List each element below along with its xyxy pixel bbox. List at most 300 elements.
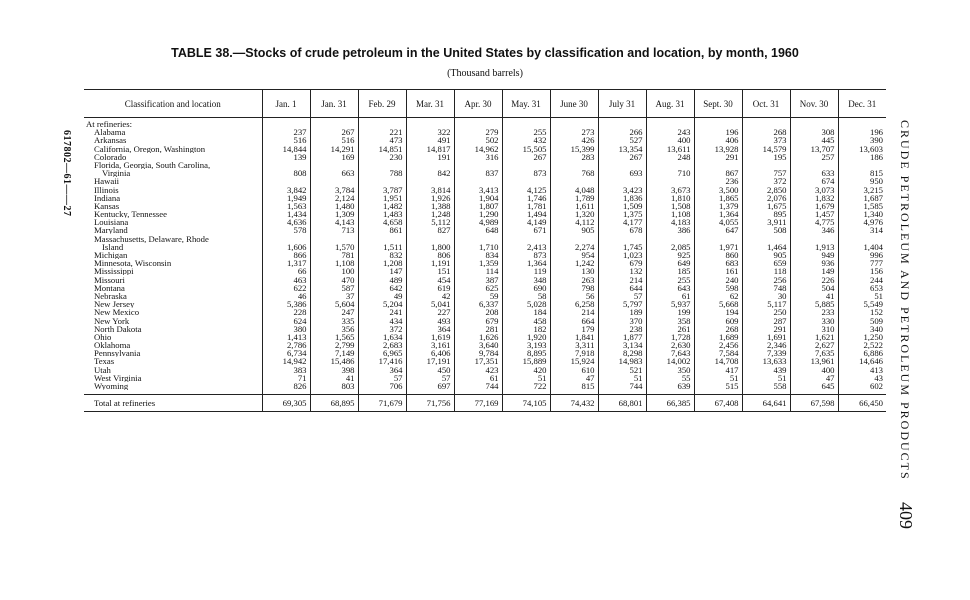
table-cell: 1,926 bbox=[406, 194, 454, 202]
row-label: Massachusetts, Delaware, Rhode bbox=[94, 234, 209, 243]
table-cell: 169 bbox=[310, 153, 358, 161]
table-cell: 1,570 bbox=[310, 243, 358, 251]
table-cell: 470 bbox=[310, 275, 358, 283]
table-cell bbox=[550, 234, 598, 242]
table-cell: 842 bbox=[406, 169, 454, 177]
table-cell: 1,800 bbox=[406, 243, 454, 251]
table-cell: 434 bbox=[358, 316, 406, 324]
table-cell: 1,208 bbox=[358, 259, 406, 267]
column-header-label: Classification and location bbox=[84, 90, 262, 118]
column-header-month: Mar. 31 bbox=[406, 90, 454, 118]
table-cell: 1,877 bbox=[598, 333, 646, 341]
table-cell bbox=[454, 234, 502, 242]
table-cell: 37 bbox=[310, 292, 358, 300]
table-cell: 14,962 bbox=[454, 144, 502, 152]
table-subtitle: (Thousand barrels) bbox=[447, 68, 523, 79]
table-cell: 744 bbox=[598, 382, 646, 390]
table-cell: 132 bbox=[598, 267, 646, 275]
table-cell bbox=[742, 161, 790, 169]
table-cell: 340 bbox=[838, 325, 886, 333]
table-cell bbox=[598, 177, 646, 185]
table-cell: 2,786 bbox=[262, 341, 310, 349]
table-cell: 380 bbox=[262, 325, 310, 333]
row-label: Montana bbox=[94, 283, 125, 292]
table-cell: 710 bbox=[646, 169, 694, 177]
row-label: Mississippi bbox=[94, 267, 134, 276]
table-cell: 316 bbox=[454, 153, 502, 161]
table-cell: 310 bbox=[790, 325, 838, 333]
table-row bbox=[84, 275, 886, 283]
table-row bbox=[84, 169, 886, 177]
table-cell: 2,124 bbox=[310, 194, 358, 202]
table-cell: 214 bbox=[598, 275, 646, 283]
table-cell: 59 bbox=[454, 292, 502, 300]
table-cell: 949 bbox=[790, 251, 838, 259]
table-cell: 3,413 bbox=[454, 185, 502, 193]
table-cell: 400 bbox=[790, 365, 838, 373]
table-cell: 1,807 bbox=[454, 202, 502, 210]
table-cell: 7,584 bbox=[694, 349, 742, 357]
table-cell: 348 bbox=[502, 275, 550, 283]
table-cell: 4,989 bbox=[454, 218, 502, 226]
total-cell: 69,305 bbox=[262, 395, 310, 412]
table-cell: 1,710 bbox=[454, 243, 502, 251]
table-cell: 184 bbox=[502, 308, 550, 316]
table-cell: 241 bbox=[358, 308, 406, 316]
table-cell: 1,388 bbox=[406, 202, 454, 210]
table-cell: 1,108 bbox=[310, 259, 358, 267]
table-cell: 255 bbox=[646, 275, 694, 283]
table-cell: 895 bbox=[742, 210, 790, 218]
table-row bbox=[84, 292, 886, 300]
table-cell: 1,745 bbox=[598, 243, 646, 251]
table-cell: 227 bbox=[406, 308, 454, 316]
table-cell: 15,924 bbox=[550, 357, 598, 365]
column-header-month: Dec. 31 bbox=[838, 90, 886, 118]
table-cell: 356 bbox=[310, 325, 358, 333]
table-cell: 663 bbox=[310, 169, 358, 177]
table-cell: 521 bbox=[598, 365, 646, 373]
table-cell: 861 bbox=[358, 226, 406, 234]
table-cell: 346 bbox=[790, 226, 838, 234]
table-cell: 458 bbox=[502, 316, 550, 324]
column-header-month: May. 31 bbox=[502, 90, 550, 118]
table-row bbox=[84, 325, 886, 333]
table-cell: 7,643 bbox=[646, 349, 694, 357]
table-cell: 2,413 bbox=[502, 243, 550, 251]
table-title: TABLE 38.—Stocks of crude petroleum in the United States by classification and location, by month, 1960 bbox=[171, 46, 799, 60]
table-cell bbox=[310, 177, 358, 185]
table-cell: 4,149 bbox=[502, 218, 550, 226]
table-row bbox=[84, 243, 886, 251]
table-cell: 432 bbox=[502, 136, 550, 144]
table-cell: 671 bbox=[502, 226, 550, 234]
table-cell: 161 bbox=[694, 267, 742, 275]
table-cell: 51 bbox=[742, 374, 790, 382]
table-row bbox=[84, 218, 886, 226]
total-cell: 74,105 bbox=[502, 395, 550, 412]
page-number: 409 bbox=[896, 502, 916, 529]
table-cell: 233 bbox=[790, 308, 838, 316]
table-cell: 196 bbox=[694, 128, 742, 136]
row-label: Wyoming bbox=[94, 381, 129, 390]
table-cell: 516 bbox=[310, 136, 358, 144]
table-cell: 905 bbox=[742, 251, 790, 259]
table-row bbox=[84, 185, 886, 193]
table-cell: 13,603 bbox=[838, 144, 886, 152]
table-header-row bbox=[84, 90, 886, 118]
table-cell: 3,673 bbox=[646, 185, 694, 193]
table-cell: 598 bbox=[694, 284, 742, 292]
table-row bbox=[84, 316, 886, 324]
table-cell: 372 bbox=[358, 325, 406, 333]
row-label: Virginia bbox=[102, 168, 131, 178]
table-cell: 866 bbox=[262, 251, 310, 259]
row-label: Arkansas bbox=[94, 136, 127, 145]
table-cell: 5,937 bbox=[646, 300, 694, 308]
table-cell: 2,346 bbox=[742, 341, 790, 349]
table-cell: 1,832 bbox=[790, 194, 838, 202]
table-cell: 834 bbox=[454, 251, 502, 259]
table-cell: 1,290 bbox=[454, 210, 502, 218]
table-cell: 15,889 bbox=[502, 357, 550, 365]
table-cell: 247 bbox=[310, 308, 358, 316]
table-cell bbox=[646, 234, 694, 242]
table-cell: 4,048 bbox=[550, 185, 598, 193]
total-cell: 74,432 bbox=[550, 395, 598, 412]
table-cell bbox=[502, 161, 550, 169]
table-cell: 3,423 bbox=[598, 185, 646, 193]
table-cell: 214 bbox=[550, 308, 598, 316]
table-cell: 151 bbox=[406, 267, 454, 275]
table-cell: 625 bbox=[454, 284, 502, 292]
table-cell: 619 bbox=[406, 284, 454, 292]
table-cell: 624 bbox=[262, 316, 310, 324]
table-cell: 364 bbox=[406, 325, 454, 333]
table-cell: 3,134 bbox=[598, 341, 646, 349]
table-cell: 3,215 bbox=[838, 185, 886, 193]
table-cell: 250 bbox=[742, 308, 790, 316]
table-cell: 372 bbox=[742, 177, 790, 185]
table-row bbox=[84, 128, 886, 136]
table-cell: 7,149 bbox=[310, 349, 358, 357]
data-table bbox=[84, 89, 886, 412]
section-row bbox=[84, 118, 886, 129]
table-cell: 1,364 bbox=[502, 259, 550, 267]
table-cell: 61 bbox=[646, 292, 694, 300]
row-label: Colorado bbox=[94, 152, 127, 161]
table-cell: 199 bbox=[646, 308, 694, 316]
table-cell: 2,274 bbox=[550, 243, 598, 251]
table-cell: 46 bbox=[262, 292, 310, 300]
table-cell: 1,606 bbox=[262, 243, 310, 251]
table-cell bbox=[838, 161, 886, 169]
table-cell: 679 bbox=[598, 259, 646, 267]
table-cell bbox=[790, 161, 838, 169]
table-cell: 827 bbox=[406, 226, 454, 234]
table-cell: 1,789 bbox=[550, 194, 598, 202]
table-cell: 358 bbox=[646, 316, 694, 324]
section-label: At refineries: bbox=[86, 119, 133, 128]
table-row bbox=[84, 210, 886, 218]
row-label: Kansas bbox=[94, 201, 120, 210]
table-cell: 4,183 bbox=[646, 218, 694, 226]
table-cell bbox=[550, 177, 598, 185]
table-row bbox=[84, 267, 886, 275]
table-cell: 100 bbox=[310, 267, 358, 275]
table-cell: 350 bbox=[646, 365, 694, 373]
table-cell: 860 bbox=[694, 251, 742, 259]
table-cell: 1,482 bbox=[358, 202, 406, 210]
table-cell: 516 bbox=[262, 136, 310, 144]
table-cell: 527 bbox=[598, 136, 646, 144]
table-cell: 1,242 bbox=[550, 259, 598, 267]
table-cell: 1,340 bbox=[838, 210, 886, 218]
table-row bbox=[84, 357, 886, 365]
table-cell: 13,961 bbox=[790, 357, 838, 365]
table-cell bbox=[454, 161, 502, 169]
table-cell bbox=[406, 161, 454, 169]
table-cell: 936 bbox=[790, 259, 838, 267]
table-cell: 14,708 bbox=[694, 357, 742, 365]
table-cell: 4,976 bbox=[838, 218, 886, 226]
table-cell: 230 bbox=[358, 153, 406, 161]
table-cell: 14,002 bbox=[646, 357, 694, 365]
row-label: North Dakota bbox=[94, 324, 142, 333]
table-row bbox=[84, 349, 886, 357]
row-label: Louisiana bbox=[94, 218, 129, 227]
table-row bbox=[84, 259, 886, 267]
table-cell: 1,375 bbox=[598, 210, 646, 218]
table-cell: 257 bbox=[790, 153, 838, 161]
table-cell: 130 bbox=[550, 267, 598, 275]
table-cell: 49 bbox=[358, 292, 406, 300]
table-cell: 119 bbox=[502, 267, 550, 275]
table-cell: 291 bbox=[694, 153, 742, 161]
table-cell: 950 bbox=[838, 177, 886, 185]
table-cell: 1,248 bbox=[406, 210, 454, 218]
table-cell: 1,483 bbox=[358, 210, 406, 218]
table-cell: 43 bbox=[838, 374, 886, 382]
table-row bbox=[84, 202, 886, 210]
table-cell bbox=[358, 234, 406, 242]
total-cell: 64,641 bbox=[742, 395, 790, 412]
table-cell: 2,683 bbox=[358, 341, 406, 349]
table-cell: 1,626 bbox=[454, 333, 502, 341]
table-cell: 454 bbox=[406, 275, 454, 283]
table-cell: 645 bbox=[790, 382, 838, 390]
table-cell: 283 bbox=[550, 153, 598, 161]
table-cell: 450 bbox=[406, 365, 454, 373]
table-cell: 261 bbox=[646, 325, 694, 333]
table-cell: 1,611 bbox=[550, 202, 598, 210]
table-cell: 58 bbox=[502, 292, 550, 300]
table-cell: 1,728 bbox=[646, 333, 694, 341]
table-cell: 873 bbox=[502, 251, 550, 259]
table-cell: 237 bbox=[262, 128, 310, 136]
table-cell: 268 bbox=[742, 128, 790, 136]
table-cell: 653 bbox=[838, 284, 886, 292]
table-cell: 266 bbox=[598, 128, 646, 136]
table-cell: 281 bbox=[454, 325, 502, 333]
table-cell: 41 bbox=[310, 374, 358, 382]
table-cell: 47 bbox=[550, 374, 598, 382]
row-label: Nebraska bbox=[94, 291, 127, 300]
table-cell: 2,799 bbox=[310, 341, 358, 349]
table-cell: 13,928 bbox=[694, 144, 742, 152]
table-cell: 509 bbox=[838, 316, 886, 324]
table-row bbox=[84, 300, 886, 308]
table-cell: 426 bbox=[550, 136, 598, 144]
table-cell: 62 bbox=[694, 292, 742, 300]
table-row bbox=[84, 341, 886, 349]
table-cell: 5,204 bbox=[358, 300, 406, 308]
table-cell: 1,865 bbox=[694, 194, 742, 202]
table-cell: 5,604 bbox=[310, 300, 358, 308]
table-cell: 815 bbox=[838, 169, 886, 177]
table-cell: 9,784 bbox=[454, 349, 502, 357]
table-cell: 473 bbox=[358, 136, 406, 144]
table-cell: 1,413 bbox=[262, 333, 310, 341]
table-cell: 387 bbox=[454, 275, 502, 283]
row-label: Hawaii bbox=[94, 177, 120, 186]
table-cell: 678 bbox=[598, 226, 646, 234]
column-header-month: Sept. 30 bbox=[694, 90, 742, 118]
table-cell: 248 bbox=[646, 153, 694, 161]
table-cell: 373 bbox=[742, 136, 790, 144]
table-cell: 238 bbox=[598, 325, 646, 333]
table-cell: 8,895 bbox=[502, 349, 550, 357]
table-cell: 1,841 bbox=[550, 333, 598, 341]
table-cell: 2,627 bbox=[790, 341, 838, 349]
table-cell: 139 bbox=[262, 153, 310, 161]
table-cell: 3,842 bbox=[262, 185, 310, 193]
table-cell: 6,965 bbox=[358, 349, 406, 357]
table-row bbox=[84, 144, 886, 152]
table-cell: 1,317 bbox=[262, 259, 310, 267]
row-label: Alabama bbox=[94, 128, 126, 137]
column-header-month: Feb. 29 bbox=[358, 90, 406, 118]
table-cell: 14,646 bbox=[838, 357, 886, 365]
table-cell: 71 bbox=[262, 374, 310, 382]
table-cell: 1,675 bbox=[742, 202, 790, 210]
table-cell: 3,784 bbox=[310, 185, 358, 193]
table-cell: 6,886 bbox=[838, 349, 886, 357]
table-cell: 1,565 bbox=[310, 333, 358, 341]
table-cell: 3,193 bbox=[502, 341, 550, 349]
table-cell: 1,689 bbox=[694, 333, 742, 341]
table-cell: 1,619 bbox=[406, 333, 454, 341]
table-cell: 815 bbox=[550, 382, 598, 390]
table-cell: 226 bbox=[790, 275, 838, 283]
table-cell: 1,108 bbox=[646, 210, 694, 218]
table-cell: 55 bbox=[646, 374, 694, 382]
table-cell: 228 bbox=[262, 308, 310, 316]
table-cell: 1,364 bbox=[694, 210, 742, 218]
table-row bbox=[84, 308, 886, 316]
table-cell: 1,404 bbox=[838, 243, 886, 251]
table-cell: 287 bbox=[742, 316, 790, 324]
row-label: Ohio bbox=[94, 332, 112, 341]
table-cell: 398 bbox=[310, 365, 358, 373]
table-body bbox=[84, 118, 886, 412]
table-cell: 51 bbox=[838, 292, 886, 300]
table-row bbox=[84, 194, 886, 202]
table-cell: 291 bbox=[742, 325, 790, 333]
table-cell: 788 bbox=[358, 169, 406, 177]
table-cell: 5,668 bbox=[694, 300, 742, 308]
table-cell: 51 bbox=[694, 374, 742, 382]
table-cell: 748 bbox=[742, 284, 790, 292]
table-cell: 798 bbox=[550, 284, 598, 292]
table-cell: 118 bbox=[742, 267, 790, 275]
total-cell: 68,801 bbox=[598, 395, 646, 412]
row-label: Michigan bbox=[94, 250, 128, 259]
table-cell: 8,298 bbox=[598, 349, 646, 357]
table-cell: 114 bbox=[454, 267, 502, 275]
table-cell: 622 bbox=[262, 284, 310, 292]
table-cell: 147 bbox=[358, 267, 406, 275]
table-cell: 42 bbox=[406, 292, 454, 300]
table-cell: 3,073 bbox=[790, 185, 838, 193]
table-cell: 1,621 bbox=[790, 333, 838, 341]
table-cell: 406 bbox=[694, 136, 742, 144]
table-cell: 5,117 bbox=[742, 300, 790, 308]
table-cell: 5,549 bbox=[838, 300, 886, 308]
table-cell: 3,814 bbox=[406, 185, 454, 193]
table-cell: 4,055 bbox=[694, 218, 742, 226]
table-cell bbox=[502, 177, 550, 185]
total-cell: 68,895 bbox=[310, 395, 358, 412]
table-cell bbox=[742, 234, 790, 242]
row-label: California, Oregon, Washington bbox=[94, 144, 206, 153]
table-cell: 1,687 bbox=[838, 194, 886, 202]
table-cell: 182 bbox=[502, 325, 550, 333]
table-cell: 51 bbox=[598, 374, 646, 382]
table-cell: 191 bbox=[406, 153, 454, 161]
table-cell: 5,386 bbox=[262, 300, 310, 308]
table-cell: 1,494 bbox=[502, 210, 550, 218]
table-cell: 14,983 bbox=[598, 357, 646, 365]
table-cell: 243 bbox=[646, 128, 694, 136]
table-cell: 4,658 bbox=[358, 218, 406, 226]
table-cell: 1,951 bbox=[358, 194, 406, 202]
table-cell: 179 bbox=[550, 325, 598, 333]
table-cell bbox=[646, 161, 694, 169]
table-cell: 1,023 bbox=[598, 251, 646, 259]
table-cell: 273 bbox=[550, 128, 598, 136]
table-cell: 587 bbox=[310, 284, 358, 292]
table-cell: 15,399 bbox=[550, 144, 598, 152]
table-cell: 578 bbox=[262, 226, 310, 234]
table-cell: 370 bbox=[598, 316, 646, 324]
table-cell: 4,177 bbox=[598, 218, 646, 226]
table-cell: 867 bbox=[694, 169, 742, 177]
table-cell bbox=[598, 161, 646, 169]
table-cell: 3,787 bbox=[358, 185, 406, 193]
total-cell: 71,679 bbox=[358, 395, 406, 412]
table-cell: 781 bbox=[310, 251, 358, 259]
row-label: Island bbox=[102, 242, 124, 251]
table-cell: 195 bbox=[742, 153, 790, 161]
table-cell: 4,112 bbox=[550, 218, 598, 226]
table-row bbox=[84, 284, 886, 292]
table-cell bbox=[406, 234, 454, 242]
table-cell: 2,522 bbox=[838, 341, 886, 349]
table-cell: 504 bbox=[790, 284, 838, 292]
table-cell bbox=[598, 234, 646, 242]
table-cell: 690 bbox=[502, 284, 550, 292]
